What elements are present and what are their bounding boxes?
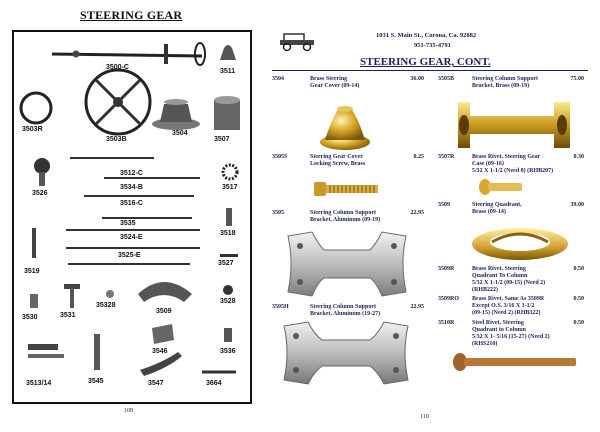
- part-label: 3536: [220, 348, 236, 355]
- item-code: 3504: [272, 76, 284, 82]
- left-page-title: STEERING GEAR: [80, 8, 183, 22]
- item-code: 3509R: [438, 266, 455, 272]
- item-description: Steering Column Support Bracket, Aluminum (09-19): [310, 210, 381, 223]
- aluminum-support-bracket-photo: [282, 226, 412, 302]
- parts-illustration-plate: [12, 30, 252, 404]
- item-price: 0.50: [573, 296, 584, 302]
- part-label: 3525-E: [118, 252, 141, 259]
- shaft-illustration: [226, 208, 232, 226]
- cap-illustration: [220, 45, 236, 60]
- item-description: Brass Rivet, Steering Gear Case (09-16) 5/32 X 1-1/2 (Need 8) (RHB207): [472, 154, 554, 174]
- part-label: 3511: [220, 68, 236, 75]
- part-label: 3503R: [22, 126, 43, 133]
- pin-illustration: [220, 254, 238, 257]
- washer-illustration: [106, 290, 114, 298]
- right-page-title: STEERING GEAR, CONT.: [360, 56, 491, 68]
- store-phone: 951-735-4791: [414, 42, 451, 49]
- bracket-illustration: [152, 324, 174, 344]
- brass-support-bracket-photo: [444, 96, 584, 154]
- item-price: 36.00: [410, 76, 424, 82]
- steering-arm-illustration: [140, 352, 182, 376]
- pinion-gear-illustration: [223, 165, 237, 179]
- locking-screw-photo: [312, 176, 382, 202]
- part-label: 3516-C: [120, 200, 143, 207]
- item-code: 3510R: [438, 320, 455, 326]
- tie-rod-illustration: [32, 228, 36, 258]
- item-code: 3509RO: [438, 296, 459, 302]
- item-price: 0.50: [573, 266, 584, 272]
- aluminum-bracket-late-photo: [280, 318, 412, 390]
- item-description: Steering Quadrant, Brass (09-14): [472, 202, 522, 215]
- part-label: 3531: [60, 312, 76, 319]
- part-label: 3534-B: [120, 184, 143, 191]
- item-code: 3505: [272, 210, 284, 216]
- item-price: 22.95: [410, 210, 424, 216]
- part-label: 3512-C: [120, 170, 143, 177]
- item-price: 0.30: [573, 154, 584, 160]
- part-label: 3500-C: [106, 64, 129, 71]
- part-label: 3526: [32, 190, 48, 197]
- brass-gear-cover-photo: [318, 96, 372, 152]
- left-page-number: 108: [124, 408, 133, 414]
- item-code: 3505B: [438, 76, 455, 82]
- item-description: Brass Rivet, Same As 3509R Except O.S. 3/16 X 1-1/2 (09-15) (Need 2) (RHB322): [472, 296, 545, 316]
- item-description: Brass Rivet, Steering Quadrant To Column 5/32 X 1-1/2 (09-15) (Need 2) (RHB222): [472, 266, 546, 293]
- item-code: 3505S: [272, 154, 288, 160]
- clip-illustration: [224, 328, 232, 342]
- title-rule: [272, 70, 588, 71]
- nut-illustration: [223, 285, 233, 295]
- brass-rivet-photo: [478, 178, 524, 196]
- store-address: 1031 S. Main St., Corona, Ca. 92882: [376, 32, 477, 39]
- item-code: 3505H: [272, 304, 289, 310]
- part-label: 3518: [220, 230, 236, 237]
- part-label: 3507: [214, 136, 230, 143]
- sleeve-illustration: [94, 334, 100, 370]
- part-label: 3545: [88, 378, 104, 385]
- knob-illustration: [34, 158, 50, 186]
- steering-quadrant-photo: [468, 220, 572, 264]
- part-label: 35328: [96, 302, 116, 309]
- item-code: 3509: [438, 202, 450, 208]
- gear-case-illustration: [214, 96, 240, 130]
- part-label: 3517: [222, 184, 238, 191]
- item-price: 0.50: [573, 320, 584, 326]
- steering-ring-illustration: [21, 93, 51, 123]
- right-page-number: 110: [420, 414, 429, 420]
- item-price: 0.25: [413, 154, 424, 160]
- item-price: 39.00: [570, 202, 584, 208]
- part-label: 3503B: [106, 136, 127, 143]
- item-description: Steering Column Support Bracket, Brass (09-19): [472, 76, 539, 89]
- vintage-car-logo: [278, 30, 320, 52]
- steering-wheel-illustration: [86, 70, 150, 134]
- item-description: Steering Column Support Bracket, Aluminum (19-27): [310, 304, 381, 317]
- item-description: Brass Steering Gear Cover (09-14): [310, 76, 360, 89]
- part-label: 3664: [206, 380, 222, 387]
- part-label: 3547: [148, 380, 164, 387]
- steering-column-illustration: [52, 43, 205, 65]
- part-label: 3527: [218, 260, 234, 267]
- t-bolt-illustration: [64, 284, 80, 308]
- part-label: 3504: [172, 130, 188, 137]
- steel-rivet-photo: [452, 352, 580, 372]
- item-price: 75.00: [570, 76, 584, 82]
- link-illustration: [30, 294, 38, 308]
- bolt-illustration: [28, 344, 64, 358]
- part-label: 3546: [152, 348, 168, 355]
- item-code: 3507R: [438, 154, 455, 160]
- part-label: 3509: [156, 308, 172, 315]
- part-label: 3530: [22, 314, 38, 321]
- part-label: 3535: [120, 220, 136, 227]
- item-description: Steering Gear Cover Locking Screw, Brass: [310, 154, 366, 167]
- parts-illustration: [14, 32, 250, 402]
- part-label: 3524-E: [120, 234, 143, 241]
- item-price: 22.95: [410, 304, 424, 310]
- item-description: Steel Rivet, Steering Quadrant to Column 5/32 X 1- 5/16 (15-27) (Need 2) (RHS210): [472, 320, 550, 347]
- gear-cover-illustration: [152, 99, 200, 130]
- part-label: 3519: [24, 268, 40, 275]
- part-label: 3528: [220, 298, 236, 305]
- quadrant-illustration: [138, 282, 192, 302]
- part-label: 3513/14: [26, 380, 52, 387]
